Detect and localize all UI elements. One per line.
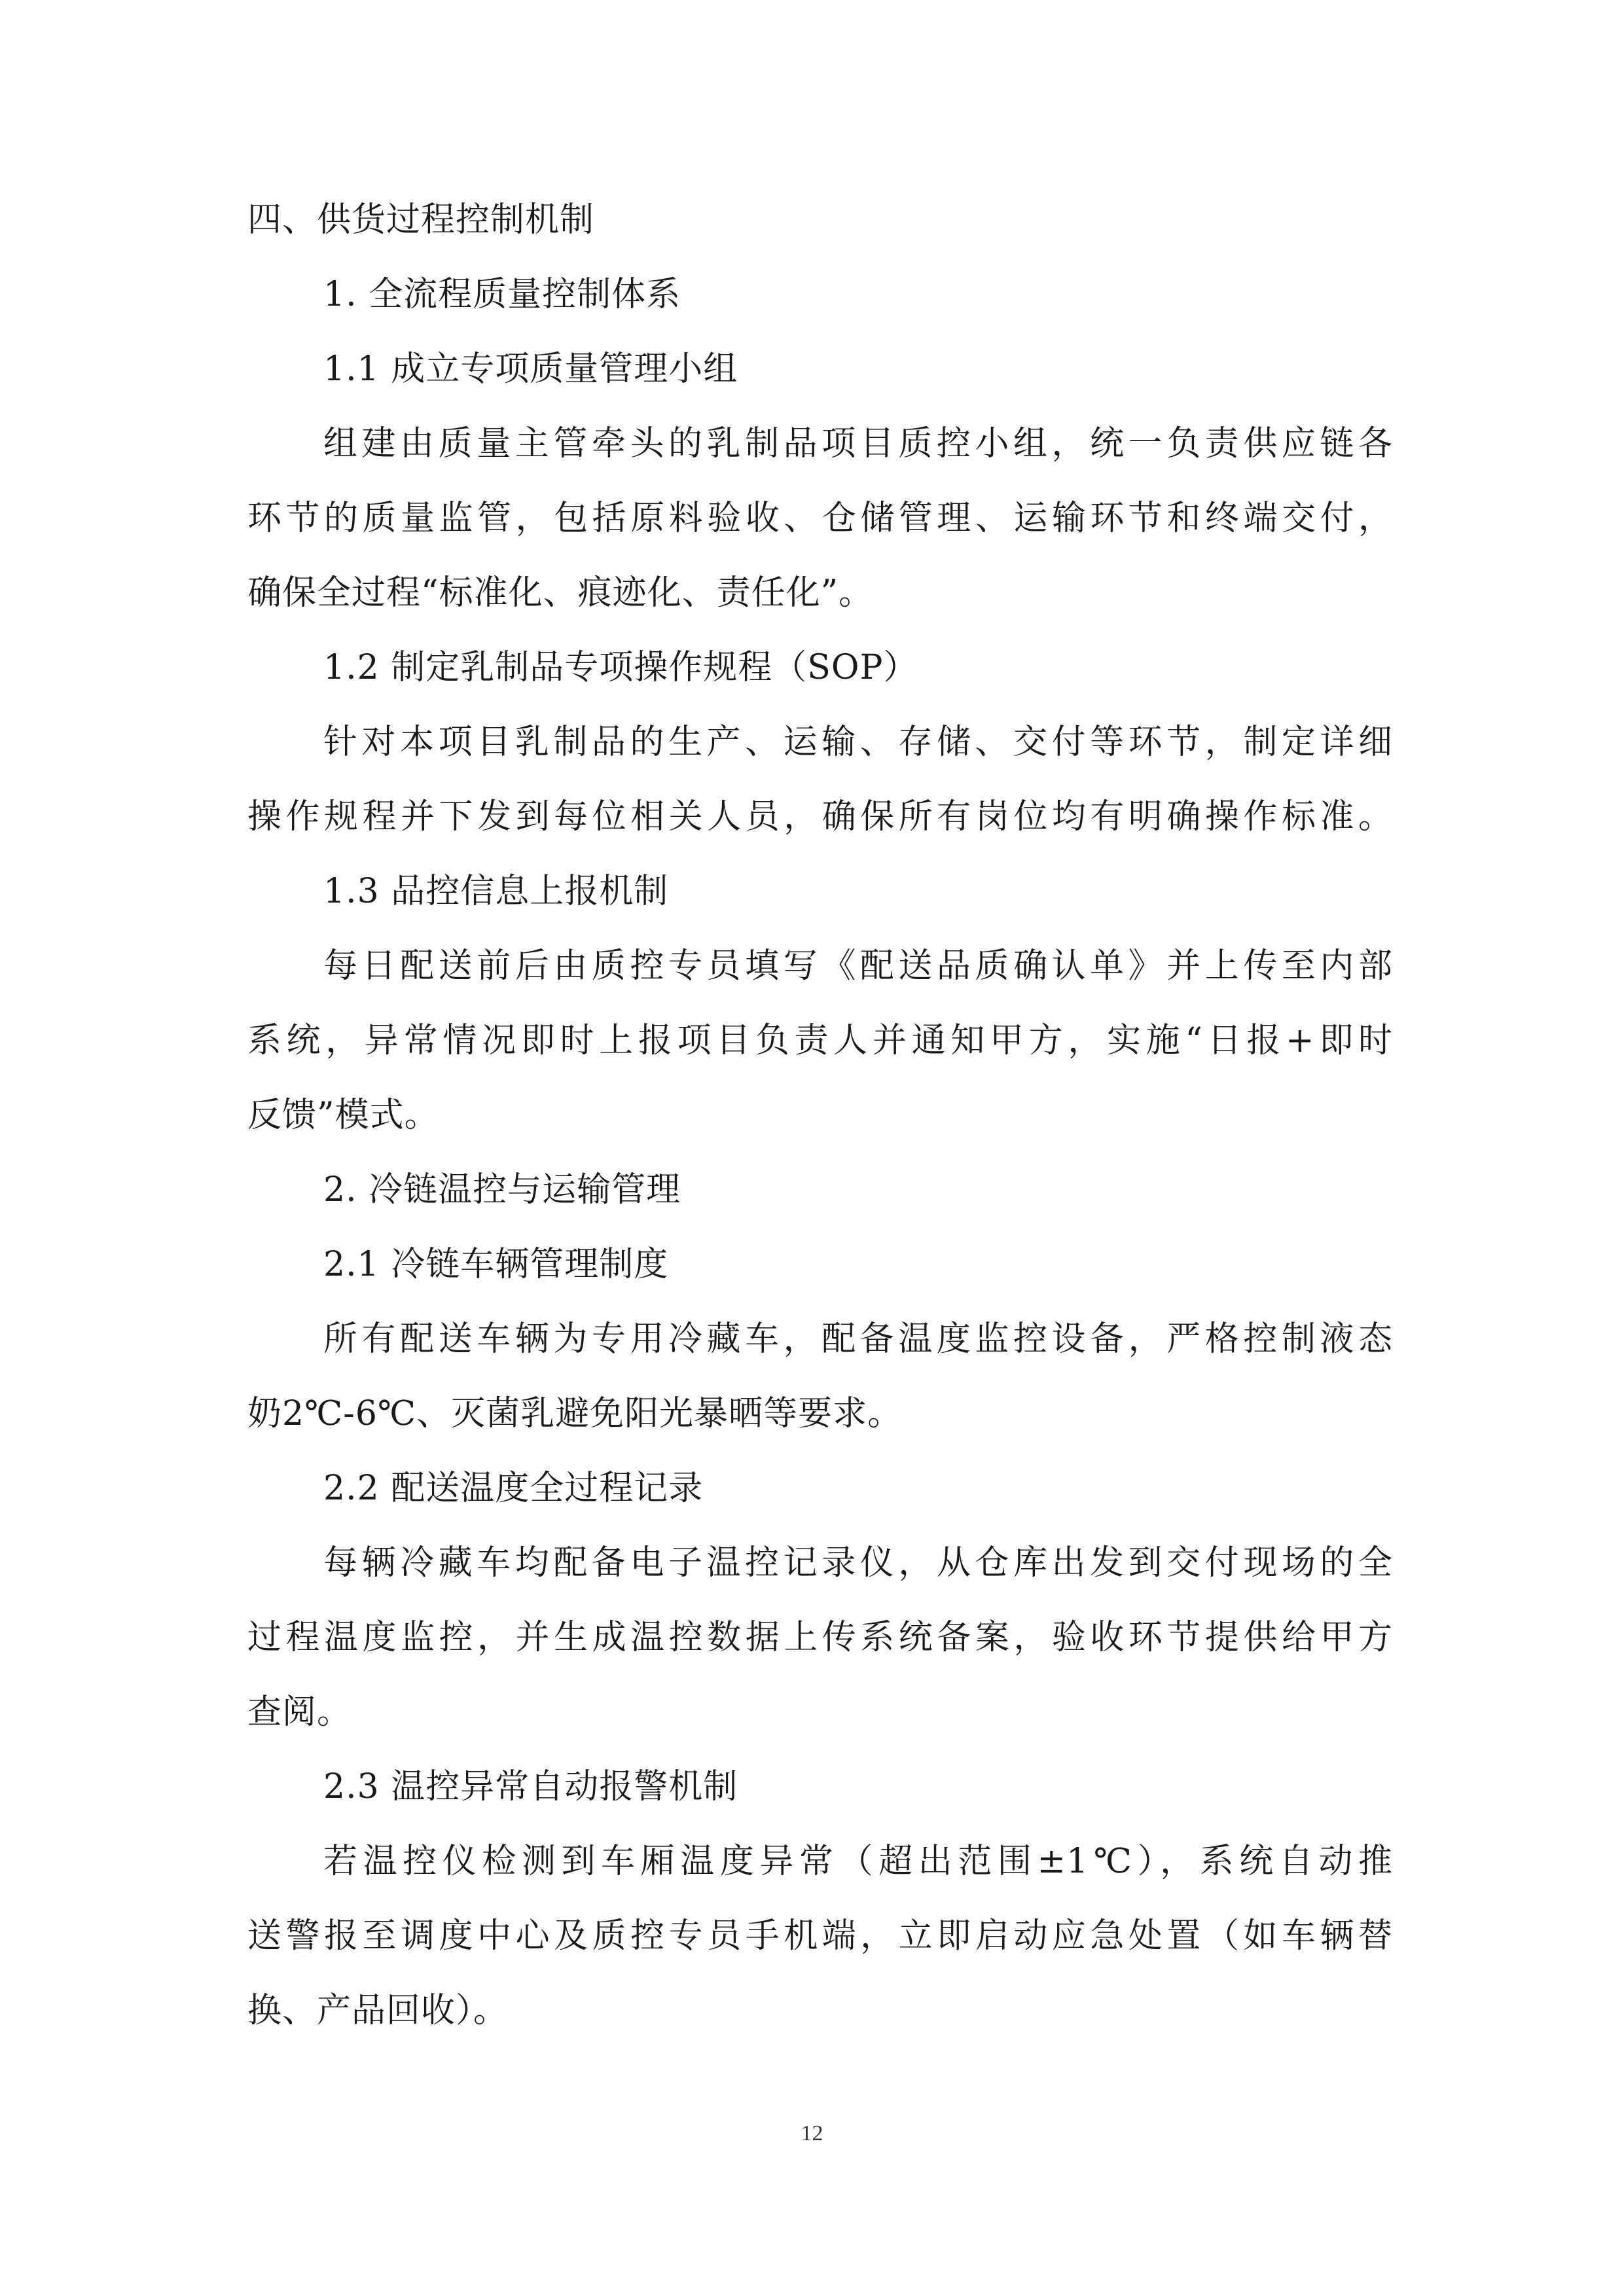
paragraph-1-1-line: 组建由质量主管牵头的乳制品项目质控小组，统一负责供应链各 — [323, 424, 1393, 463]
paragraph-2-3-line: 换、产品回收）。 — [247, 1991, 509, 2030]
heading-2-1: 2.1 冷链车辆管理制度 — [323, 1245, 669, 1284]
paragraph-1-1-line: 环节的质量监管，包括原料验收、仓储管理、运输环节和终端交付， — [247, 499, 1393, 538]
heading-2-3: 2.3 温控异常自动报警机制 — [323, 1767, 738, 1806]
heading-2: 2. 冷链温控与运输管理 — [323, 1170, 681, 1210]
paragraph-2-1-line: 奶2℃-6℃、灭菌乳避免阳光暴晒等要求。 — [247, 1394, 903, 1433]
paragraph-1-2-line: 操作规程并下发到每位相关人员，确保所有岗位均有明确操作标准。 — [247, 797, 1393, 836]
paragraph-2-2-line: 每辆冷藏车均配备电子温控记录仪，从仓库出发到交付现场的全 — [323, 1543, 1393, 1583]
paragraph-1-3-line: 系统，异常情况即时上报项目负责人并通知甲方，实施“日报+即时 — [247, 1021, 1393, 1060]
section-title: 四、供货过程控制机制 — [247, 200, 595, 240]
paragraph-1-3-line: 每日配送前后由质控专员填写《配送品质确认单》并上传至内部 — [323, 946, 1393, 986]
paragraph-2-1-line: 所有配送车辆为专用冷藏车，配备温度监控设备，严格控制液态 — [323, 1319, 1393, 1359]
heading-1: 1. 全流程质量控制体系 — [323, 275, 681, 314]
paragraph-2-3-line: 送警报至调度中心及质控专员手机端，立即启动应急处置（如车辆替 — [247, 1916, 1393, 1956]
heading-1-1: 1.1 成立专项质量管理小组 — [323, 350, 738, 389]
paragraph-2-2-line: 过程温度监控，并生成温控数据上传系统备案，验收环节提供给甲方 — [247, 1618, 1393, 1657]
page-number: 12 — [801, 2121, 823, 2145]
paragraph-2-2-line: 查阅。 — [247, 1693, 352, 1732]
heading-1-2: 1.2 制定乳制品专项操作规程（SOP） — [323, 648, 918, 687]
heading-2-2: 2.2 配送温度全过程记录 — [323, 1469, 704, 1508]
paragraph-1-2-line: 针对本项目乳制品的生产、运输、存储、交付等环节，制定详细 — [323, 723, 1393, 762]
paragraph-1-1-line: 确保全过程“标准化、痕迹化、责任化”。 — [247, 573, 874, 613]
paragraph-2-3-line: 若温控仪检测到车厢温度异常（超出范围±1℃），系统自动推 — [323, 1842, 1393, 1881]
heading-1-3: 1.3 品控信息上报机制 — [323, 872, 669, 911]
paragraph-1-3-line: 反馈”模式。 — [247, 1096, 439, 1135]
